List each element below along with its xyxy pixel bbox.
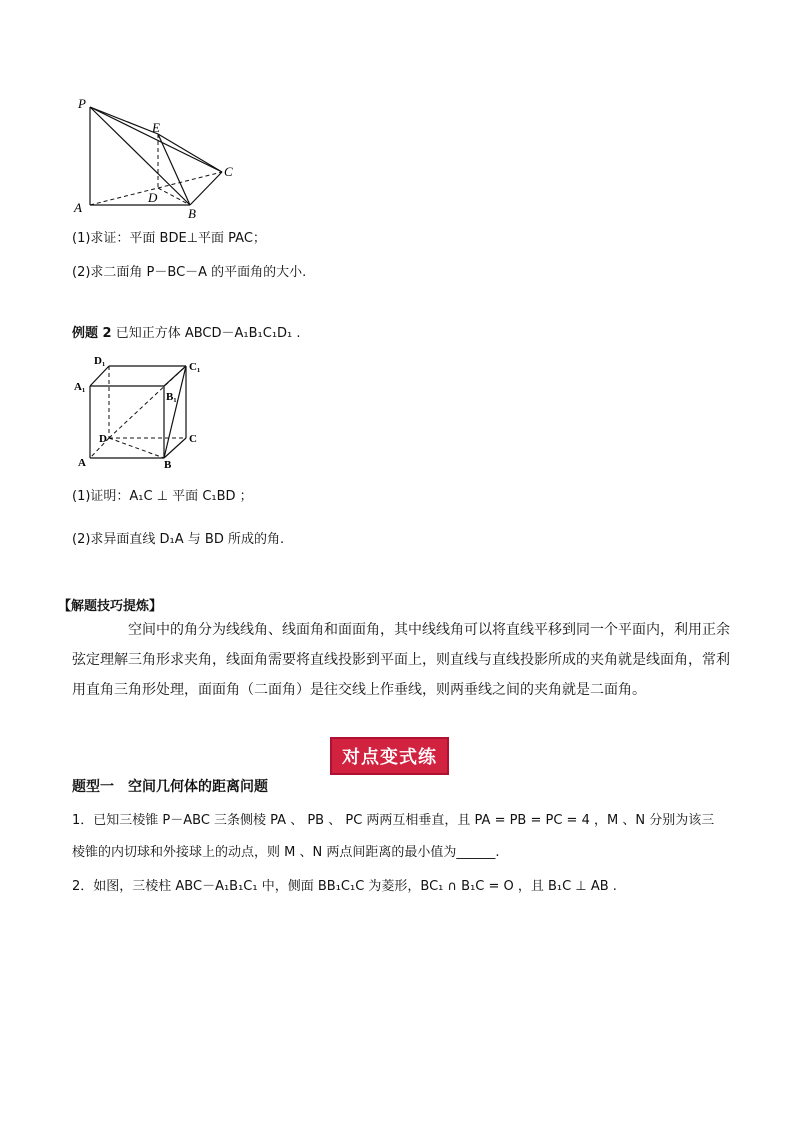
label-C: C bbox=[189, 433, 197, 445]
label-B: B bbox=[164, 459, 172, 471]
label-A: A bbox=[78, 457, 86, 469]
label-D1: D₁ bbox=[94, 355, 106, 367]
tips-heading: 【解题技巧提炼】 bbox=[58, 599, 163, 614]
label-C: C bbox=[224, 164, 233, 179]
example2-question2: (2)求异面直线 D₁A 与 BD 所成的角. bbox=[72, 532, 285, 547]
example1-question2: (2)求二面角 P－BC－A 的平面角的大小. bbox=[72, 265, 307, 280]
label-C1: C₁ bbox=[189, 361, 201, 373]
example2-question1: (1)证明：A₁C ⊥ 平面 C₁BD ； bbox=[72, 489, 253, 504]
example1-question1: (1)求证：平面 BDE⊥平面 PAC； bbox=[72, 231, 266, 246]
label-E: E bbox=[152, 120, 160, 135]
pyramid-figure bbox=[70, 92, 250, 222]
label-A1: A₁ bbox=[74, 381, 86, 393]
label-D: D bbox=[99, 433, 107, 445]
problem1-line1: 1．已知三棱锥 P－ABC 三条侧棱 PA 、 PB 、 PC 两两互相垂直，且 PA = PB = PC = 4 ，M 、N 分别为该三 bbox=[72, 813, 715, 828]
problem2: 2．如图，三棱柱 ABC－A₁B₁C₁ 中，侧面 BB₁C₁C 为菱形，BC₁ ∩ B₁C = O ，且 B₁C ⊥ AB . bbox=[72, 879, 617, 894]
label-B: B bbox=[188, 206, 196, 221]
cube-figure bbox=[72, 350, 212, 475]
problem1-line2: 棱锥的内切球和外接球上的动点，则 M 、N 两点间距离的最小值为______. bbox=[72, 845, 500, 860]
label-D: D bbox=[148, 190, 158, 205]
label-A: A bbox=[74, 200, 82, 215]
example2-text: 已知正方体 ABCD－A₁B₁C₁D₁ . bbox=[111, 326, 301, 341]
label-P: P bbox=[78, 96, 86, 111]
label-B1: B₁ bbox=[166, 391, 177, 403]
tips-body: 空间中的角分为线线角、线面角和面面角，其中线线角可以将直线平移到同一个平面内，利用正余弦定理解三角形求夹角，线面角需要将直线投影到平面上，则直线与直线投影所成的夹角就是线面角，常利用直角三角形处理，面面角（二面角）是往交线上作垂线，则两垂线之间的夹角就是二面角。 bbox=[72, 622, 730, 698]
example2-prefix: 例题 2 bbox=[72, 326, 112, 341]
example2-title bbox=[72, 325, 301, 343]
section-title: 题型一 空间几何体的距离问题 bbox=[72, 779, 268, 795]
practice-banner: 对点变式练 bbox=[330, 737, 449, 775]
